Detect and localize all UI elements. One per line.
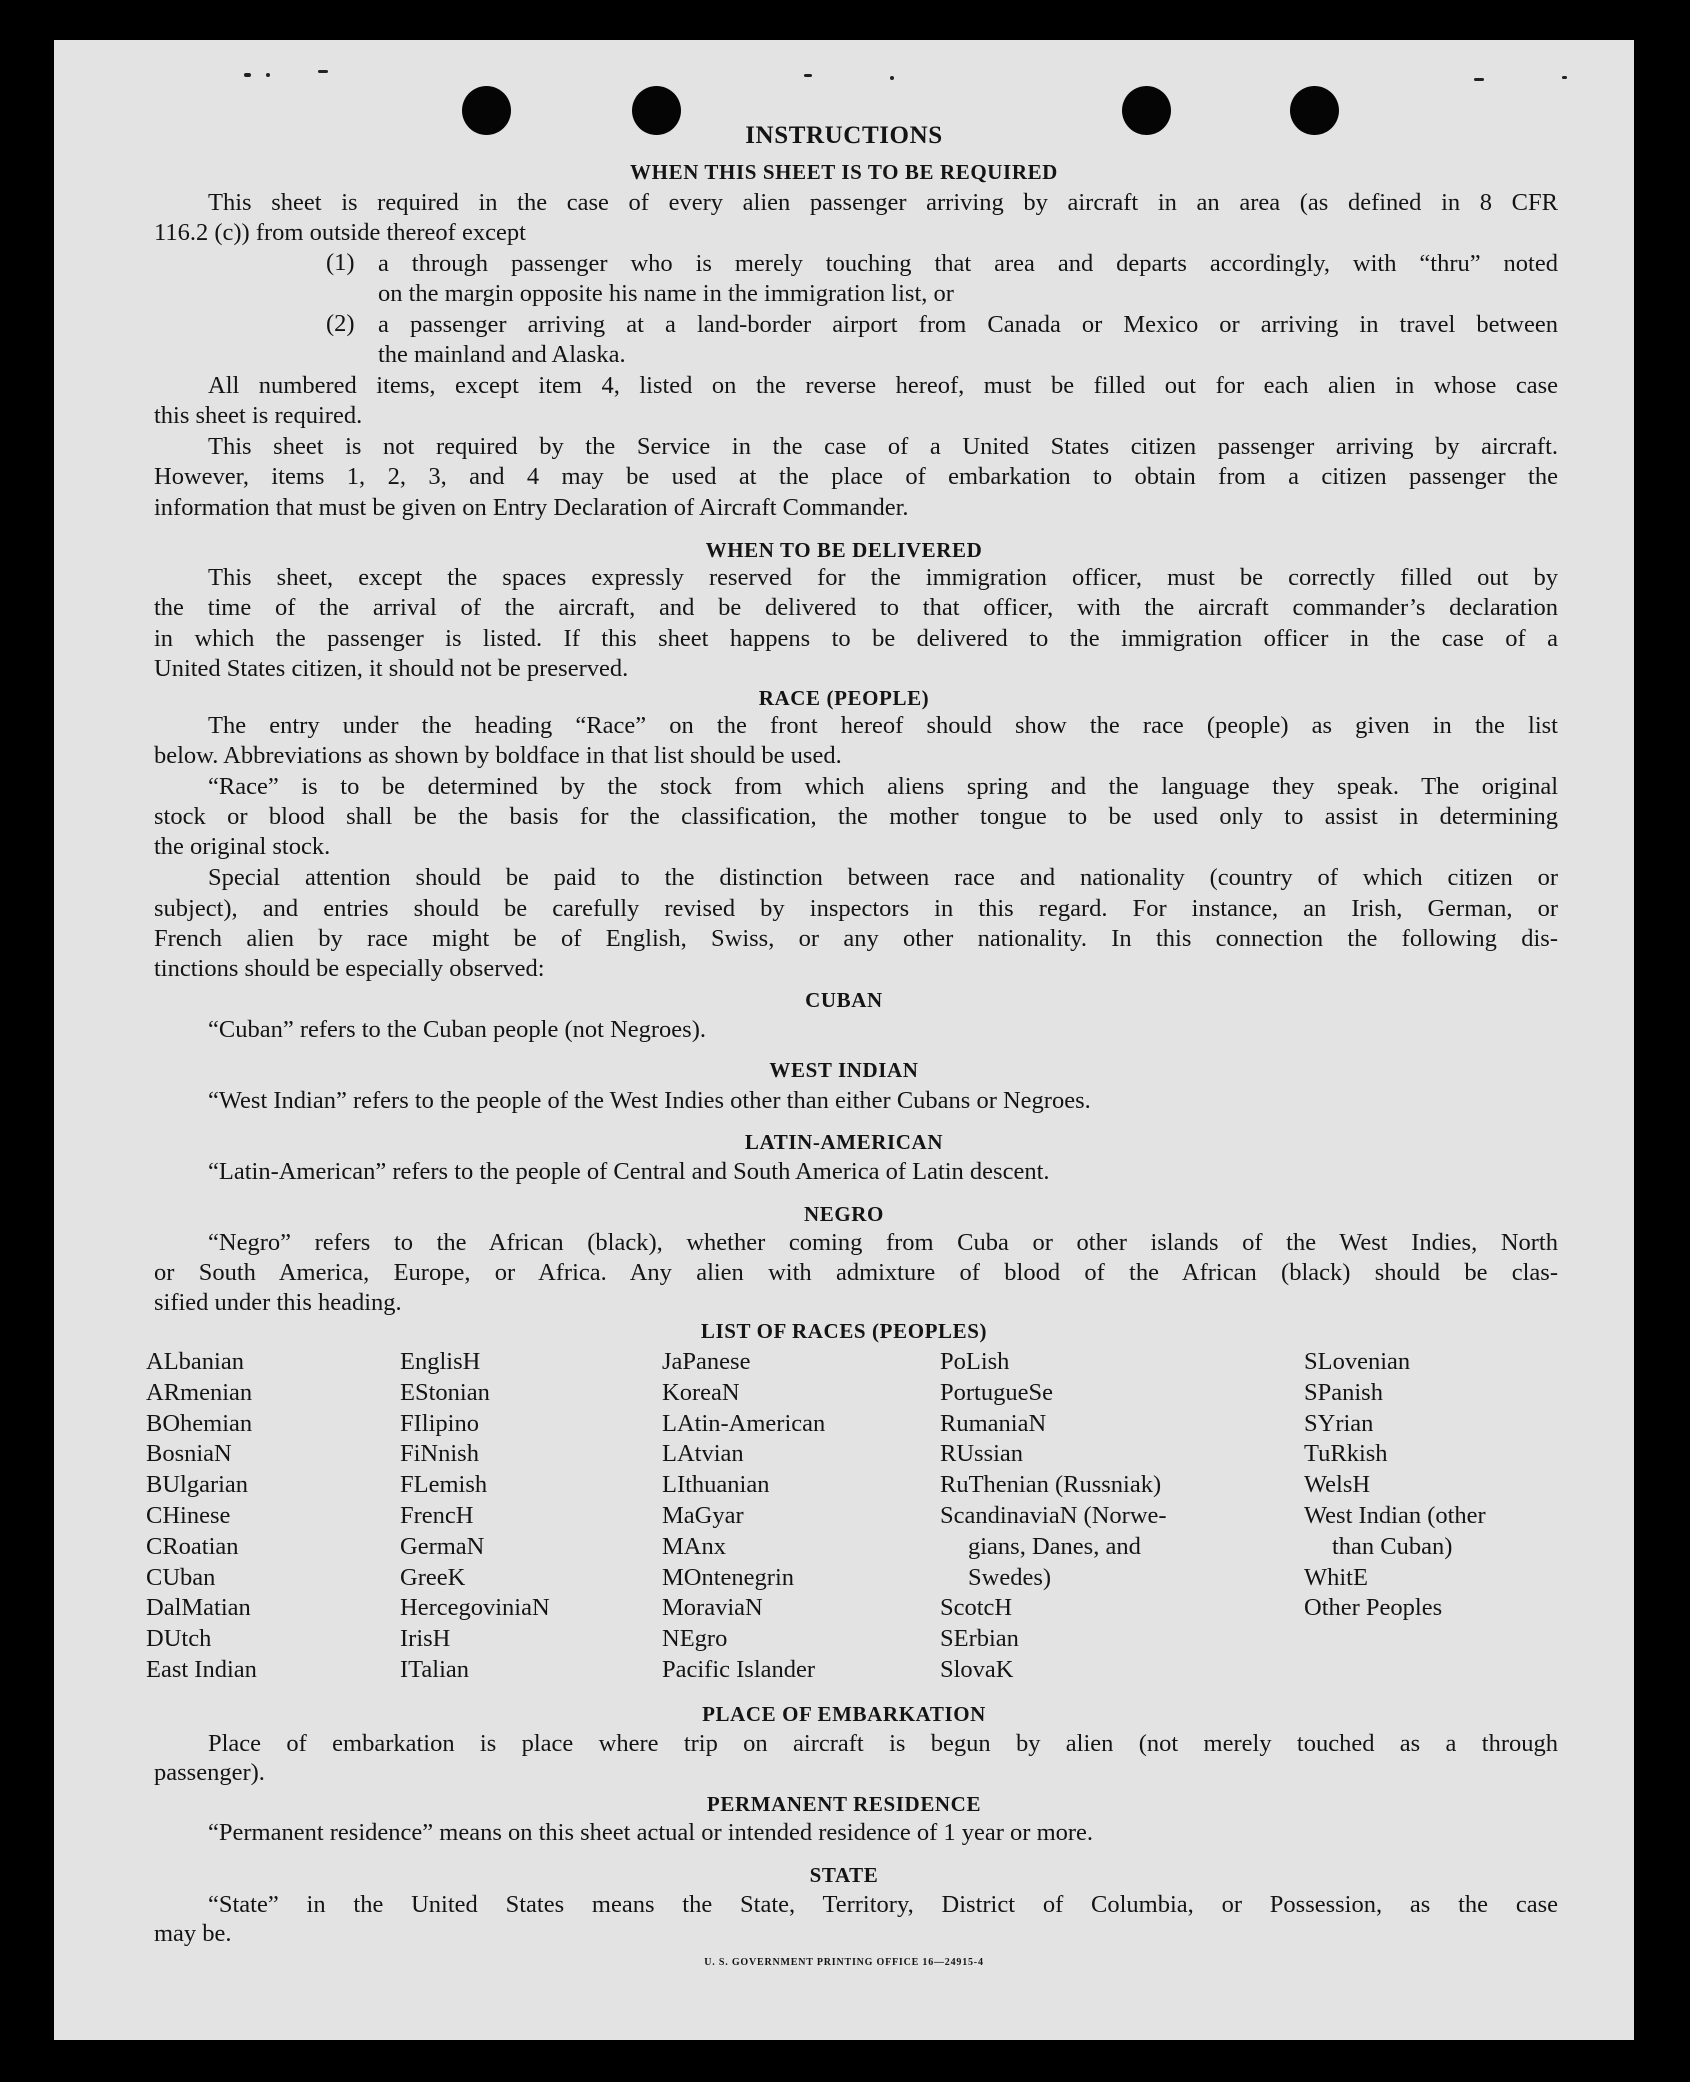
race-entry: FLemish (400, 1471, 488, 1498)
text-line: a through passenger who is merely touching that area and departs accordingly, with “thru” noted (378, 250, 1558, 277)
list-number: (2) (326, 310, 355, 337)
race-entry: RuThenian (Russniak) (940, 1471, 1162, 1498)
race-entry: SPanish (1304, 1379, 1383, 1406)
scan-speck (244, 73, 251, 77)
race-entry: CUban (146, 1564, 216, 1591)
text-line: this sheet is required. (154, 402, 363, 429)
race-entry: than Cuban) (1332, 1533, 1453, 1560)
race-entry: CHinese (146, 1502, 231, 1529)
race-entry: GermaN (400, 1533, 485, 1560)
text-line: Place of embarkation is place where trip on aircraft is begun by alien (not merely touched as a through (208, 1730, 1558, 1757)
race-entry: FrencH (400, 1502, 474, 1529)
race-entry: PoLish (940, 1348, 1010, 1375)
race-entry: TuRkish (1304, 1440, 1388, 1467)
race-entry: CRoatian (146, 1533, 239, 1560)
text-line: However, items 1, 2, 3, and 4 may be used at the place of embarkation to obtain from a citizen passenger the (154, 463, 1558, 490)
race-entry: DalMatian (146, 1594, 251, 1621)
text-line: the original stock. (154, 833, 331, 860)
text-line: This sheet is not required by the Service in the case of a United States citizen passenger arriving by aircraft. (208, 433, 1558, 460)
race-entry: ScotcH (940, 1594, 1013, 1621)
text-line: The entry under the heading “Race” on the front hereof should show the race (people) as given in the list (208, 712, 1558, 739)
race-entry: HercegoviniaN (400, 1594, 550, 1621)
section-heading-race: RACE (PEOPLE) (758, 686, 930, 710)
race-entry: LAtin-American (662, 1410, 826, 1437)
text-line: stock or blood shall be the basis for the classification, the mother tongue to be used only to assist in determining (154, 803, 1558, 830)
section-heading-state: STATE (809, 1863, 879, 1887)
race-entry: DUtch (146, 1625, 212, 1652)
text-line: 116.2 (c)) from outside thereof except (154, 219, 526, 246)
race-entry: MAnx (662, 1533, 726, 1560)
race-entry: IrisH (400, 1625, 451, 1652)
race-entry: MoraviaN (662, 1594, 763, 1621)
race-entry: SLovenian (1304, 1348, 1411, 1375)
section-heading-when-delivered: WHEN TO BE DELIVERED (705, 538, 983, 562)
text-line: Special attention should be paid to the distinction between race and nationality (country of which citizen or (208, 864, 1558, 891)
race-entry: JaPanese (662, 1348, 751, 1375)
text-line: This sheet is required in the case of every alien passenger arriving by aircraft in an area (as defined in 8 CFR (208, 189, 1558, 216)
section-heading-negro: NEGRO (803, 1202, 884, 1226)
race-entry: KoreaN (662, 1379, 740, 1406)
race-entry: Swedes) (968, 1564, 1052, 1591)
text-line: below. Abbreviations as shown by boldface in that list should be used. (154, 742, 842, 769)
race-entry: East Indian (146, 1656, 257, 1683)
section-heading-latin-american: LATIN-AMERICAN (744, 1130, 944, 1154)
text-line: information that must be given on Entry Declaration of Aircraft Commander. (154, 494, 909, 521)
list-number: (1) (326, 249, 355, 276)
race-entry: Other Peoples (1304, 1594, 1443, 1621)
text-line: the time of the arrival of the aircraft, and be delivered to that officer, with the aircraft commander’s declaration (154, 594, 1558, 621)
section-heading-list-of-races: LIST OF RACES (PEOPLES) (700, 1319, 988, 1343)
text-line: tinctions should be especially observed: (154, 955, 545, 982)
race-entry: LAtvian (662, 1440, 744, 1467)
text-line: “State” in the United States means the State, Territory, District of Columbia, or Possession, as the case (208, 1891, 1558, 1918)
scan-speck (1562, 76, 1567, 79)
text-line: “Negro” refers to the African (black), whether coming from Cuba or other islands of the West Indies, North (208, 1229, 1558, 1256)
race-entry: LIthuanian (662, 1471, 770, 1498)
text-line: This sheet, except the spaces expressly reserved for the immigration officer, must be correctly filled out by (208, 564, 1558, 591)
section-heading-permanent-residence: PERMANENT RESIDENCE (706, 1792, 982, 1816)
race-entry: Pacific Islander (662, 1656, 816, 1683)
race-entry: PortugueSe (940, 1379, 1053, 1406)
section-heading-cuban: CUBAN (805, 988, 883, 1012)
text-line: All numbered items, except item 4, listed on the reverse hereof, must be filled out for each alien in whose case (208, 372, 1558, 399)
text-line: a passenger arriving at a land-border airport from Canada or Mexico or arriving in travel between (378, 311, 1558, 338)
text-line: subject), and entries should be carefully revised by inspectors in this regard. For instance, an Irish, German, or (154, 895, 1558, 922)
scan-speck (890, 76, 894, 80)
race-entry: FiNnish (400, 1440, 479, 1467)
race-entry: RumaniaN (940, 1410, 1047, 1437)
page-title: INSTRUCTIONS (745, 122, 943, 149)
race-entry: BUlgarian (146, 1471, 249, 1498)
text-line: or South America, Europe, or Africa. Any alien with admixture of blood of the African (black) should be clas- (154, 1259, 1558, 1286)
race-entry: EnglisH (400, 1348, 481, 1375)
text-line: the mainland and Alaska. (378, 341, 626, 368)
race-entry: SlovaK (940, 1656, 1014, 1683)
race-entry: FIlipino (400, 1410, 479, 1437)
document-sheet (54, 40, 1634, 2040)
race-entry: SErbian (940, 1625, 1019, 1652)
race-entry: West Indian (other (1304, 1502, 1486, 1529)
scan-speck (804, 74, 812, 77)
text-line: in which the passenger is listed. If this sheet happens to be delivered to the immigration officer in the case of a (154, 625, 1558, 652)
race-entry: WelsH (1304, 1471, 1371, 1498)
text-line: passenger). (154, 1759, 265, 1786)
race-entry: MOntenegrin (662, 1564, 794, 1591)
text-line: United States citizen, it should not be preserved. (154, 655, 629, 682)
text-line: “Race” is to be determined by the stock from which aliens spring and the language they speak. The original (208, 773, 1558, 800)
race-entry: SYrian (1304, 1410, 1374, 1437)
race-entry: gians, Danes, and (968, 1533, 1141, 1560)
race-entry: RUssian (940, 1440, 1024, 1467)
text-line: sified under this heading. (154, 1289, 402, 1316)
race-entry: ALbanian (146, 1348, 244, 1375)
race-entry: BosniaN (146, 1440, 232, 1467)
scan-speck (318, 70, 328, 73)
text-line: may be. (154, 1920, 232, 1947)
section-heading-west-indian: WEST INDIAN (769, 1058, 919, 1082)
text-line: “West Indian” refers to the people of the West Indies other than either Cubans or Negroes. (208, 1087, 1091, 1114)
section-heading-embarkation: PLACE OF EMBARKATION (702, 1702, 986, 1726)
text-line: “Latin-American” refers to the people of Central and South America of Latin descent. (208, 1158, 1050, 1185)
scan-speck (266, 73, 270, 77)
printer-imprint: U. S. GOVERNMENT PRINTING OFFICE 16—24915-4 (704, 1957, 984, 1968)
race-entry: WhitE (1304, 1564, 1368, 1591)
race-entry: MaGyar (662, 1502, 744, 1529)
scan-speck (1474, 78, 1484, 81)
text-line: on the margin opposite his name in the immigration list, or (378, 280, 954, 307)
race-entry: ScandinaviaN (Norwe- (940, 1502, 1167, 1529)
race-entry: ITalian (400, 1656, 470, 1683)
text-line: “Permanent residence” means on this sheet actual or intended residence of 1 year or more. (208, 1819, 1094, 1846)
race-entry: NEgro (662, 1625, 728, 1652)
race-entry: GreeK (400, 1564, 466, 1591)
text-line: French alien by race might be of English, Swiss, or any other nationality. In this connection the following dis- (154, 925, 1558, 952)
race-entry: EStonian (400, 1379, 490, 1406)
section-heading-when-required: WHEN THIS SHEET IS TO BE REQUIRED (630, 160, 1058, 184)
race-entry: BOhemian (146, 1410, 253, 1437)
race-entry: ARmenian (146, 1379, 253, 1406)
text-line: “Cuban” refers to the Cuban people (not Negroes). (208, 1016, 706, 1043)
